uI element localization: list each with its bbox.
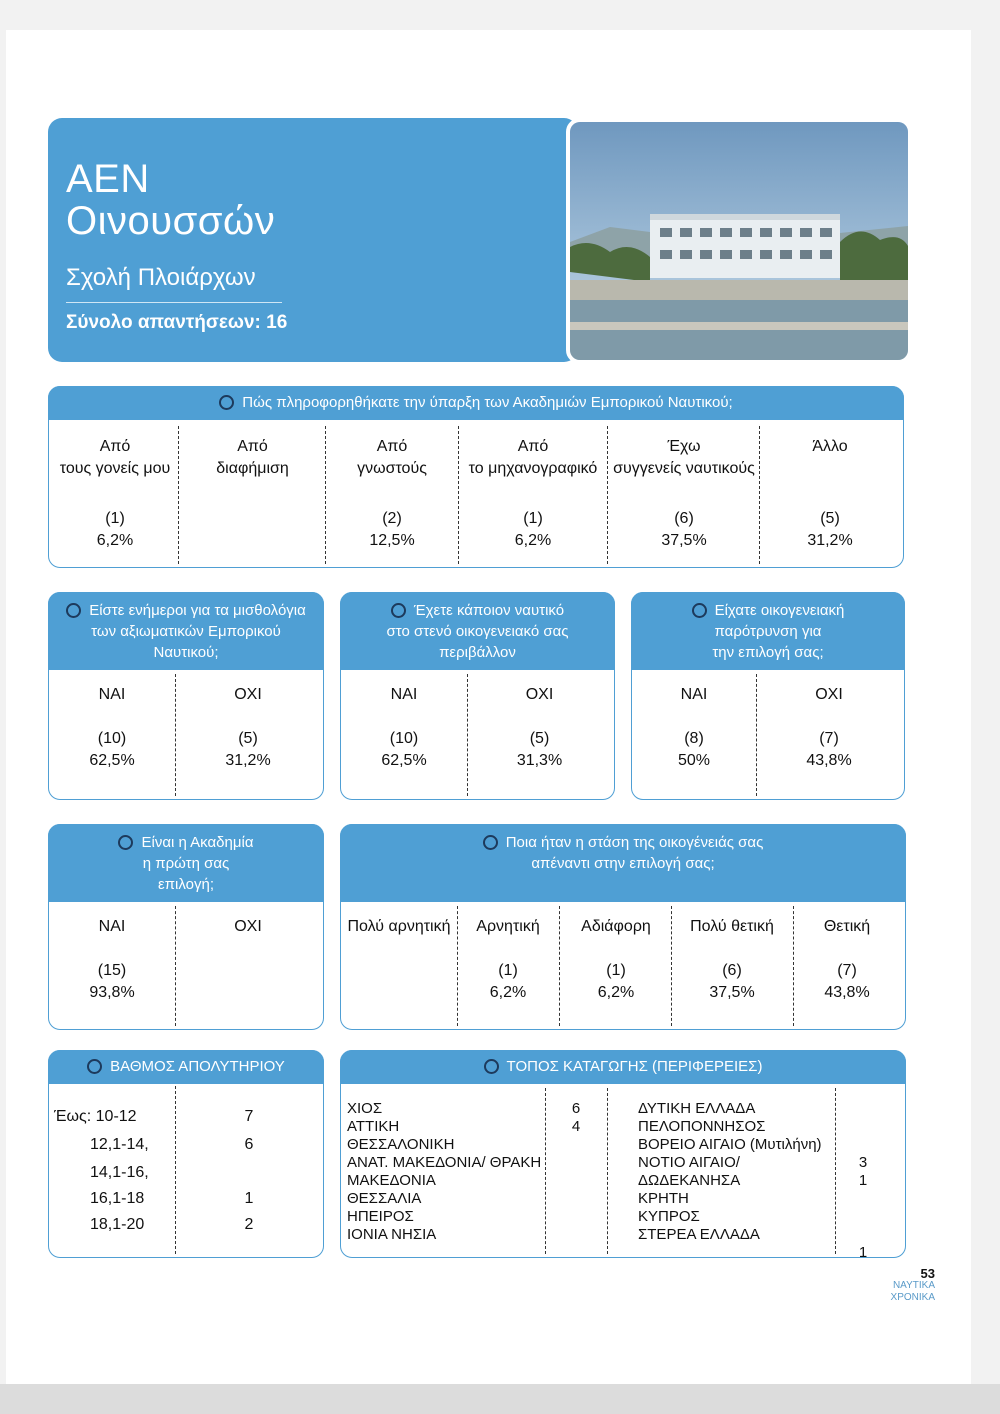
q5-yes-count: (15) xyxy=(97,962,127,979)
q3-no-count: (5) xyxy=(529,730,550,747)
q6-option-percent: 6,2% xyxy=(489,984,527,1001)
q1-option-line1: Άλλο xyxy=(812,438,848,455)
q6-option-label: Θετική xyxy=(823,918,871,935)
q5-question-text: Είναι η Ακαδημία xyxy=(141,834,254,851)
origin-header xyxy=(340,1050,906,1084)
q6-option-very-negative xyxy=(342,916,456,938)
q2-yes-percent: 62,5% xyxy=(89,752,135,769)
q6-option-positive xyxy=(794,916,900,1004)
q6-option-label: Πολύ θετική xyxy=(690,918,774,935)
q6-option-percent: 43,8% xyxy=(824,984,870,1001)
page-number: 53 xyxy=(920,1266,935,1281)
q1-option-line2: τους γονείς μου xyxy=(59,460,171,477)
q5-no xyxy=(176,916,320,938)
region-value xyxy=(838,1100,888,1118)
q1-option-line2: γνωστούς xyxy=(357,460,427,477)
q3-no-percent: 31,3% xyxy=(516,752,563,769)
header-divider xyxy=(66,302,282,303)
origin-right-values xyxy=(838,1100,888,1262)
divider xyxy=(559,906,560,1026)
region-name: ΑΤΤΙΚΗ xyxy=(347,1118,400,1135)
q3-no xyxy=(468,684,611,772)
q6-option-negative xyxy=(458,916,558,1004)
q1-option-line1: Από xyxy=(237,438,268,455)
q3-yes xyxy=(342,684,466,772)
divider xyxy=(457,906,458,1026)
q2-yes-label: ΝΑΙ xyxy=(98,686,126,703)
grade-range: Έως: 10-12 xyxy=(54,1108,137,1125)
q4-question-line3: την επιλογή σας; xyxy=(712,644,824,661)
circle-bullet-icon xyxy=(219,395,234,410)
grade-value: 1 xyxy=(244,1190,254,1207)
divider xyxy=(178,426,179,564)
q6-question-text: Ποια ήταν η στάση της οικογένειάς σας xyxy=(505,834,764,851)
q1-option-advertising xyxy=(180,436,325,480)
q4-question-text: Είχατε οικογενειακή xyxy=(714,602,845,619)
q6-option-percent: 6,2% xyxy=(597,984,635,1001)
grades-title: ΒΑΘΜΟΣ ΑΠΟΛΥΤΗΡΙΟΥ xyxy=(110,1058,285,1075)
q1-option-count: (6) xyxy=(674,510,694,527)
magazine-name-line1: ΝΑΥΤΙΚΑ xyxy=(892,1280,935,1291)
q1-option-other xyxy=(760,436,900,552)
region-value xyxy=(838,1118,888,1136)
origin-title: ΤΟΠΟΣ ΚΑΤΑΓΩΓΗΣ (ΠΕΡΙΦΕΡΕΙΕΣ) xyxy=(506,1058,763,1075)
region-name: ΘΕΣΣΑΛΟΝΙΚΗ xyxy=(347,1136,455,1153)
grade-range: 18,1-20 xyxy=(90,1216,145,1233)
region-name: ΚΡΗΤΗ xyxy=(638,1190,689,1207)
q2-yes-count: (10) xyxy=(97,730,127,747)
q4-no-count: (7) xyxy=(819,730,839,747)
q3-question-line1 xyxy=(340,600,615,621)
school-title xyxy=(66,158,275,242)
page-footer xyxy=(891,1268,935,1304)
origin-right-regions xyxy=(638,1100,834,1244)
q1-header xyxy=(48,386,904,420)
page-bottom-edge xyxy=(0,1384,1000,1414)
q1-option-count: (5) xyxy=(820,510,840,527)
region-name: ΑΝΑΤ. ΜΑΚΕΔΟΝΙΑ/ ΘΡΑΚΗ xyxy=(347,1154,542,1171)
divider xyxy=(467,674,468,796)
region-name: ΘΕΣΣΑΛΙΑ xyxy=(347,1190,422,1207)
circle-bullet-icon xyxy=(484,1059,499,1074)
grades-header xyxy=(48,1050,324,1084)
grade-range: 12,1-14, xyxy=(90,1136,149,1153)
q4-no-percent: 43,8% xyxy=(806,752,852,769)
region-name: ΔΥΤΙΚΗ ΕΛΛΑΔΑ xyxy=(638,1100,756,1117)
q2-question-line2: των αξιωματικών Εμπορικού xyxy=(91,623,281,640)
region-value: 6 xyxy=(571,1100,581,1117)
school-building-photo xyxy=(566,118,912,364)
q6-option-indifferent xyxy=(560,916,672,1004)
q6-option-label: Πολύ αρνητική xyxy=(347,918,451,935)
q6-option-percent: 37,5% xyxy=(709,984,755,1001)
q5-yes xyxy=(50,916,174,1004)
q3-yes-label: ΝΑΙ xyxy=(390,686,418,703)
q2-no-percent: 31,2% xyxy=(225,752,271,769)
q2-no-count: (5) xyxy=(238,730,258,747)
region-name: ΚΥΠΡΟΣ xyxy=(638,1208,700,1225)
q6-option-very-positive xyxy=(672,916,792,1004)
q4-yes-label: ΝΑΙ xyxy=(680,686,708,703)
circle-bullet-icon xyxy=(391,603,406,618)
circle-bullet-icon xyxy=(87,1059,102,1074)
q2-question-line3: Ναυτικού; xyxy=(153,644,219,661)
q5-yes-label: ΝΑΙ xyxy=(98,918,126,935)
q1-question: Πώς πληροφορηθήκατε την ύπαρξη των Ακαδημιών Εμπορικού Ναυτικού; xyxy=(242,394,733,411)
q4-yes-percent: 50% xyxy=(677,752,711,769)
q1-option-percent: 6,2% xyxy=(96,532,134,549)
region-value xyxy=(838,1208,888,1226)
q1-option-line1: Έχω xyxy=(667,438,701,455)
q5-question-line1 xyxy=(48,832,324,853)
q6-option-label: Αρνητική xyxy=(476,918,540,935)
q2-question-text: Είστε ενήμεροι για τα μισθολόγια xyxy=(89,602,306,619)
region-value: 3 xyxy=(858,1154,868,1171)
divider xyxy=(458,426,459,564)
region-name: ΧΙΟΣ xyxy=(347,1100,383,1117)
divider xyxy=(759,426,760,564)
q1-option-mechanographic xyxy=(458,436,608,552)
q5-no-label: ΟΧΙ xyxy=(234,918,262,935)
q3-question-text: Έχετε κάποιον ναυτικό xyxy=(413,602,565,619)
grade-value: 6 xyxy=(244,1136,254,1153)
q3-header xyxy=(340,592,615,670)
divider xyxy=(175,906,176,1026)
q6-header xyxy=(340,824,906,902)
grade-range: 14,1-16, xyxy=(90,1164,149,1181)
q1-option-percent: 31,2% xyxy=(807,532,853,549)
q1-option-percent: 12,5% xyxy=(369,532,415,549)
region-value: 1 xyxy=(858,1172,868,1189)
school-header xyxy=(48,118,578,362)
divider xyxy=(756,674,757,796)
q5-header xyxy=(48,824,324,902)
q2-yes xyxy=(50,684,174,772)
q1-option-line2: διαφήμιση xyxy=(216,460,289,477)
q1-option-line2: συγγενείς ναυτικούς xyxy=(613,460,755,477)
magazine-name-line2: ΧΡΟΝΙΚΑ xyxy=(890,1292,935,1303)
q5-question-line2: η πρώτη σας xyxy=(142,855,230,872)
region-value xyxy=(838,1190,888,1208)
circle-bullet-icon xyxy=(483,835,498,850)
circle-bullet-icon xyxy=(66,603,81,618)
q6-option-count: (6) xyxy=(722,962,742,979)
q6-option-count: (1) xyxy=(606,962,626,979)
divider xyxy=(835,1088,836,1254)
q2-no-label: ΟΧΙ xyxy=(234,686,262,703)
region-name: ΝΟΤΙΟ ΑΙΓΑΙΟ/ ΔΩΔΕΚΑΝΗΣΑ xyxy=(638,1154,741,1189)
region-name: ΙΟΝΙΑ ΝΗΣΙΑ xyxy=(347,1226,437,1243)
q6-option-label: Αδιάφορη xyxy=(581,918,651,935)
grade-value: 2 xyxy=(244,1216,254,1233)
circle-bullet-icon xyxy=(118,835,133,850)
q2-question-line1 xyxy=(48,600,324,621)
school-subtitle: Σχολή Πλοιάρχων xyxy=(66,264,256,291)
q1-option-line2: το μηχανογραφικό xyxy=(468,460,598,477)
q1-option-count: (1) xyxy=(523,510,543,527)
q3-question-line3: περιβάλλον xyxy=(439,644,516,661)
q1-option-line1: Από xyxy=(517,438,549,455)
q1-option-parents xyxy=(50,436,180,552)
q2-no xyxy=(176,684,320,772)
region-name: ΜΑΚΕΔΟΝΙΑ xyxy=(347,1172,436,1189)
q5-question-line3: επιλογή; xyxy=(158,876,214,893)
region-value: 4 xyxy=(571,1118,581,1135)
q1-option-percent: 37,5% xyxy=(661,532,707,549)
divider xyxy=(607,426,608,564)
q4-header xyxy=(631,592,905,670)
divider xyxy=(175,1086,176,1254)
divider xyxy=(325,426,326,564)
origin-left-regions xyxy=(347,1100,543,1244)
grade-range: 16,1-18 xyxy=(90,1190,145,1207)
divider xyxy=(793,906,794,1026)
school-title-line2: Οινουσσών xyxy=(66,199,276,243)
q4-yes xyxy=(633,684,755,772)
circle-bullet-icon xyxy=(692,603,707,618)
school-title-line1: ΑΕΝ xyxy=(66,157,150,201)
q3-question-line2: στο στενό οικογενειακό σας xyxy=(386,623,569,640)
q6-option-count: (1) xyxy=(498,962,518,979)
region-name: ΠΕΛΟΠΟΝΝΗΣΟΣ xyxy=(638,1118,766,1135)
q1-option-count: (2) xyxy=(382,510,402,527)
q6-question-line1 xyxy=(340,832,906,853)
q3-yes-count: (10) xyxy=(389,730,419,747)
grade-value: 7 xyxy=(244,1108,254,1125)
q1-option-acquaintances xyxy=(326,436,458,552)
region-name: ΒΟΡΕΙΟ ΑΙΓΑΙΟ (Μυτιλήνη) xyxy=(638,1136,822,1153)
q4-no-label: ΟΧΙ xyxy=(815,686,843,703)
q6-question-line2: απέναντι στην επιλογή σας; xyxy=(531,855,715,872)
region-name: ΗΠΕΙΡΟΣ xyxy=(347,1208,414,1225)
q3-no-label: ΟΧΙ xyxy=(525,686,554,703)
q1-option-line1: Από xyxy=(376,438,408,455)
q1-option-count: (1) xyxy=(105,510,125,527)
region-value: 1 xyxy=(858,1244,868,1261)
q6-option-count: (7) xyxy=(837,962,857,979)
divider xyxy=(607,1088,608,1254)
region-name: ΣΤΕΡΕΑ ΕΛΛΑΔΑ xyxy=(638,1226,760,1243)
divider xyxy=(175,674,176,796)
q3-yes-percent: 62,5% xyxy=(381,752,427,769)
q4-question-line2: παρότρυνση για xyxy=(714,623,822,640)
q4-yes-count: (8) xyxy=(684,730,704,747)
divider xyxy=(671,906,672,1026)
origin-left-values xyxy=(548,1100,604,1136)
q4-no xyxy=(757,684,901,772)
q2-header xyxy=(48,592,324,670)
q1-option-line1: Από xyxy=(99,438,131,455)
q1-option-percent: 6,2% xyxy=(514,532,552,549)
q1-option-relatives xyxy=(608,436,760,552)
q5-yes-percent: 93,8% xyxy=(89,984,135,1001)
q4-question-line1 xyxy=(631,600,905,621)
divider xyxy=(545,1088,546,1254)
total-responses: Σύνολο απαντήσεων: 16 xyxy=(66,312,288,333)
